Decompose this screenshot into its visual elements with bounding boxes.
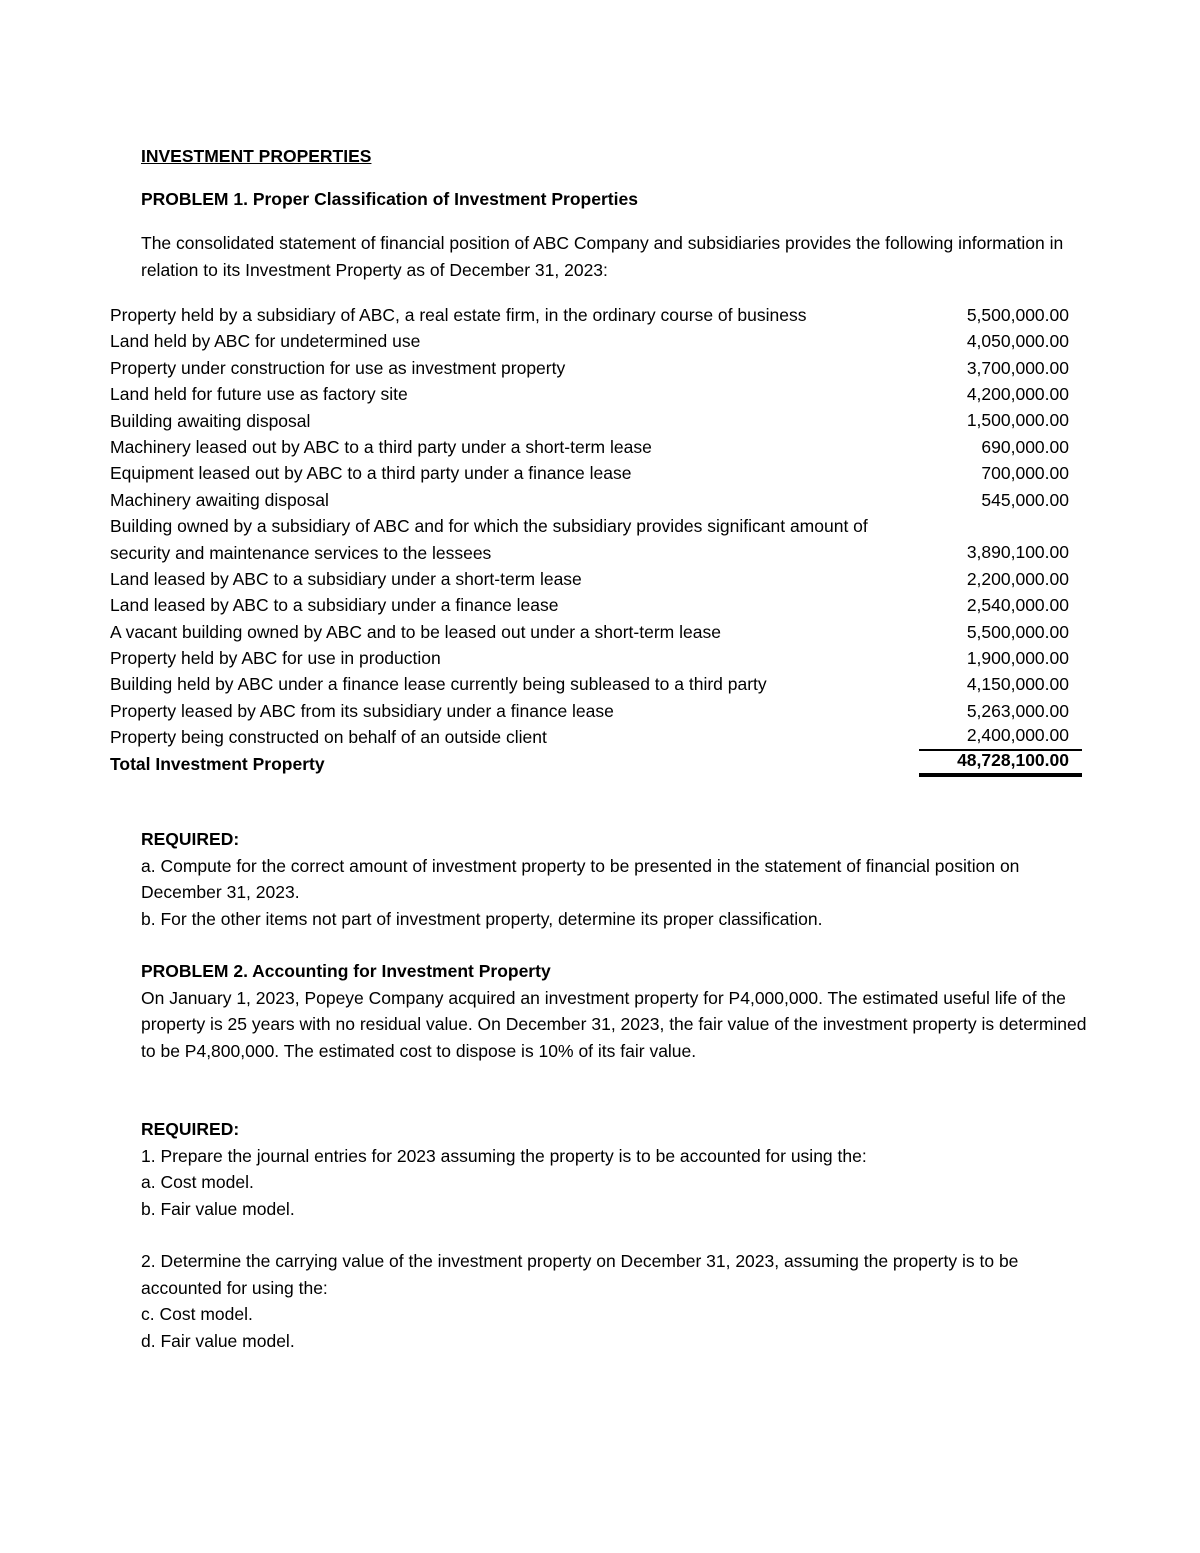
problem2-text: On January 1, 2023, Popeye Company acquired an investment property for P4,000,000. The estimated useful life of the property is 25 years with no residual value. On December 31, 2023, the fair value of the investment property is determined to be P4,800,000. The estimated cost to dispose is 10% of its fair value. xyxy=(141,987,1087,1061)
page-title: INVESTMENT PROPERTIES xyxy=(141,146,372,166)
table-row xyxy=(110,408,1085,434)
item-label: Land held by ABC for undetermined use xyxy=(110,331,421,352)
table-row xyxy=(110,328,1085,354)
question-2d: d. Fair value model. xyxy=(141,1330,295,1351)
total-row xyxy=(110,751,1085,777)
table-row xyxy=(110,355,1085,381)
problem1-heading: PROBLEM 1. Proper Classification of Investment Properties xyxy=(141,189,638,209)
item-label: Property held by a subsidiary of ABC, a real estate firm, in the ordinary course of business xyxy=(110,305,807,325)
item-label: Property under construction for use as investment property xyxy=(110,357,566,378)
investment-property-table xyxy=(110,302,1085,777)
item-amount: 2,540,000.00 xyxy=(966,595,1069,616)
problem2-question2 xyxy=(141,1248,1101,1354)
item-label: Building owned by a subsidiary of ABC and for which the subsidiary provides significant amount of security and maintenance services to the lessees xyxy=(110,516,868,563)
item-label: Equipment leased out by ABC to a third party under a finance lease xyxy=(110,463,632,484)
item-amount: 700,000.00 xyxy=(981,463,1069,484)
item-amount: 5,263,000.00 xyxy=(966,700,1069,721)
table-row xyxy=(110,645,1085,671)
item-label: Building held by ABC under a finance lease currently being subleased to a third party xyxy=(110,674,767,695)
item-amount: 4,200,000.00 xyxy=(966,384,1069,405)
item-amount: 1,500,000.00 xyxy=(966,410,1069,431)
table-row xyxy=(110,513,1085,566)
item-amount: 545,000.00 xyxy=(981,489,1069,510)
question-2: 2. Determine the carrying value of the investment property on December 31, 2023, assuming the property is to be accounted for using the: xyxy=(141,1251,1019,1298)
problem1-intro: The consolidated statement of financial position of ABC Company and subsidiaries provides the following information in relation to its Investment Property as of December 31, 2023: xyxy=(141,233,1064,280)
item-amount: 4,150,000.00 xyxy=(966,674,1069,695)
item-amount: 1,900,000.00 xyxy=(966,647,1069,668)
item-label: Property held by ABC for use in production xyxy=(110,648,441,669)
item-amount: 4,050,000.00 xyxy=(966,331,1069,352)
problem2-heading: PROBLEM 2. Accounting for Investment Property xyxy=(141,961,551,981)
item-label: Land leased by ABC to a subsidiary under a short-term lease xyxy=(110,568,582,589)
item-amount: 2,200,000.00 xyxy=(966,568,1069,589)
problem2-required xyxy=(141,1116,1101,1222)
item-label: Property leased by ABC from its subsidiary under a finance lease xyxy=(110,700,614,721)
item-label: Land leased by ABC to a subsidiary under a finance lease xyxy=(110,595,559,616)
item-label: A vacant building owned by ABC and to be leased out under a short-term lease xyxy=(110,621,721,642)
item-amount: 2,400,000.00 xyxy=(919,722,1082,751)
item-label: Property being constructed on behalf of an outside client xyxy=(110,727,547,748)
item-label: Land held for future use as factory site xyxy=(110,384,408,405)
item-amount: 3,890,100.00 xyxy=(966,542,1069,563)
table-row xyxy=(110,487,1085,513)
question-2c: c. Cost model. xyxy=(141,1304,253,1324)
table-row xyxy=(110,434,1085,460)
table-row xyxy=(110,460,1085,486)
item-label: Machinery leased out by ABC to a third party under a short-term lease xyxy=(110,436,652,457)
table-row xyxy=(110,381,1085,407)
table-row xyxy=(110,619,1085,645)
requirement-b: b. For the other items not part of investment property, determine its proper classification. xyxy=(141,908,823,929)
question-1: 1. Prepare the journal entries for 2023 assuming the property is to be accounted for using the: xyxy=(141,1145,867,1166)
item-amount: 5,500,000.00 xyxy=(966,304,1069,325)
problem1-required xyxy=(141,826,1101,932)
total-amount: 48,728,100.00 xyxy=(919,747,1082,778)
required-label: REQUIRED: xyxy=(141,829,240,849)
item-amount: 690,000.00 xyxy=(981,436,1069,457)
total-label: Total Investment Property xyxy=(110,753,325,774)
item-amount: 3,700,000.00 xyxy=(966,357,1069,378)
required-label: REQUIRED: xyxy=(141,1119,240,1139)
table-row xyxy=(110,671,1085,697)
item-amount: 5,500,000.00 xyxy=(966,621,1069,642)
problem2 xyxy=(141,958,1101,1064)
table-row xyxy=(110,566,1085,592)
table-row xyxy=(110,592,1085,618)
table-row xyxy=(110,302,1085,328)
item-label: Machinery awaiting disposal xyxy=(110,489,329,510)
question-1a: a. Cost model. xyxy=(141,1172,254,1192)
table-row xyxy=(110,698,1085,724)
question-1b: b. Fair value model. xyxy=(141,1198,295,1219)
requirement-a: a. Compute for the correct amount of investment property to be presented in the statement of financial position on December 31, 2023. xyxy=(141,855,1020,902)
item-label: Building awaiting disposal xyxy=(110,410,311,431)
